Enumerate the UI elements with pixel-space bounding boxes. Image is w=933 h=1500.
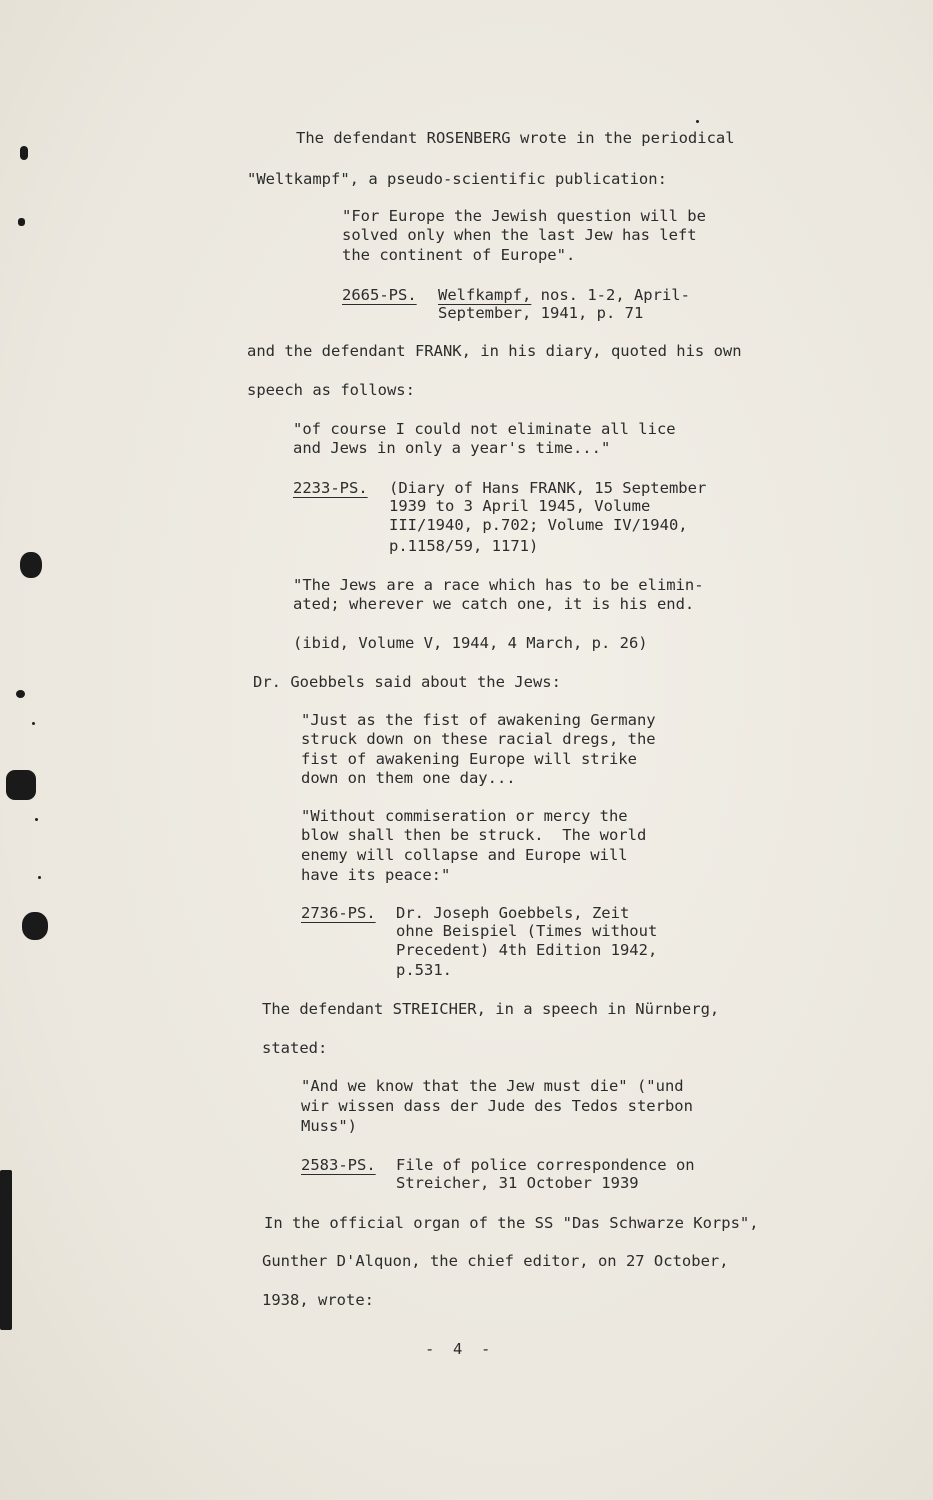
binding-mark xyxy=(20,146,28,160)
paragraph-text: speech as follows: xyxy=(247,381,415,399)
binding-mark xyxy=(18,218,25,226)
quote-text: the continent of Europe". xyxy=(342,246,576,264)
quote-text: "Without commiseration or mercy the xyxy=(301,807,628,825)
paper-speck xyxy=(35,818,38,821)
quote-text: enemy will collapse and Europe will xyxy=(301,846,628,864)
quote-text: and Jews in only a year's time..." xyxy=(293,439,611,457)
paragraph-text: Gunther D'Alquon, the chief editor, on 27 October, xyxy=(262,1252,729,1270)
quote-text: have its peace:" xyxy=(301,866,451,884)
quote-text: "The Jews are a race which has to be elimin- xyxy=(293,576,704,594)
quote-text: "For Europe the Jewish question will be xyxy=(342,207,706,225)
document-reference-code: 2583-PS. xyxy=(301,1156,376,1174)
page-number: - 4 - xyxy=(425,1340,491,1358)
paragraph-text: "Weltkampf", a pseudo-scientific publication: xyxy=(247,170,667,188)
binding-mark xyxy=(22,912,48,940)
quote-text: "of course I could not eliminate all lice xyxy=(293,420,676,438)
reference-text: p.1158/59, 1171) xyxy=(389,537,539,555)
binding-mark xyxy=(16,690,25,698)
reference-text: (ibid, Volume V, 1944, 4 March, p. 26) xyxy=(293,634,648,652)
reference-text: Streicher, 31 October 1939 xyxy=(396,1174,639,1192)
paper-speck xyxy=(38,876,41,879)
quote-text: blow shall then be struck. The world xyxy=(301,826,647,844)
reference-text: File of police correspondence on xyxy=(396,1156,695,1174)
quote-text: down on them one day... xyxy=(301,769,516,787)
reference-text: 1939 to 3 April 1945, Volume xyxy=(389,497,651,515)
paper-speck xyxy=(32,722,35,725)
quote-text: ated; wherever we catch one, it is his end. xyxy=(293,595,695,613)
quote-text: wir wissen dass der Jude des Tedos sterbon xyxy=(301,1097,693,1115)
reference-title: Welfkampf, xyxy=(438,286,532,304)
paragraph-text: stated: xyxy=(262,1039,328,1057)
paragraph-text: The defendant ROSENBERG wrote in the periodical xyxy=(296,129,735,147)
reference-text: September, 1941, p. 71 xyxy=(438,304,644,322)
document-reference-code: 2233-PS. xyxy=(293,479,368,497)
reference-text: III/1940, p.702; Volume IV/1940, xyxy=(389,516,688,534)
reference-detail: nos. 1-2, April- xyxy=(531,286,690,304)
quote-text: "And we know that the Jew must die" ("und xyxy=(301,1077,684,1095)
reference-text xyxy=(438,285,690,305)
paragraph-text: The defendant STREICHER, in a speech in Nürnberg, xyxy=(262,1000,720,1018)
reference-text: Precedent) 4th Edition 1942, xyxy=(396,941,658,959)
reference-text: p.531. xyxy=(396,961,452,979)
reference-text: (Diary of Hans FRANK, 15 September xyxy=(389,479,707,497)
quote-text: fist of awakening Europe will strike xyxy=(301,750,637,768)
quote-text: Muss") xyxy=(301,1117,357,1135)
paper-speck xyxy=(696,120,699,123)
binding-mark xyxy=(20,552,42,578)
binding-mark xyxy=(6,770,36,800)
quote-text: solved only when the last Jew has left xyxy=(342,226,697,244)
quote-text: struck down on these racial dregs, the xyxy=(301,730,656,748)
paragraph-text: Dr. Goebbels said about the Jews: xyxy=(253,673,561,691)
paragraph-text: In the official organ of the SS "Das Schwarze Korps", xyxy=(264,1214,759,1232)
reference-text: ohne Beispiel (Times without xyxy=(396,922,658,940)
binding-mark xyxy=(0,1170,12,1330)
paragraph-text: and the defendant FRANK, in his diary, quoted his own xyxy=(247,342,742,360)
document-reference-code: 2736-PS. xyxy=(301,904,376,922)
document-reference-code: 2665-PS. xyxy=(342,286,417,304)
reference-text: Dr. Joseph Goebbels, Zeit xyxy=(396,904,630,922)
paragraph-text: 1938, wrote: xyxy=(262,1291,374,1309)
quote-text: "Just as the fist of awakening Germany xyxy=(301,711,656,729)
